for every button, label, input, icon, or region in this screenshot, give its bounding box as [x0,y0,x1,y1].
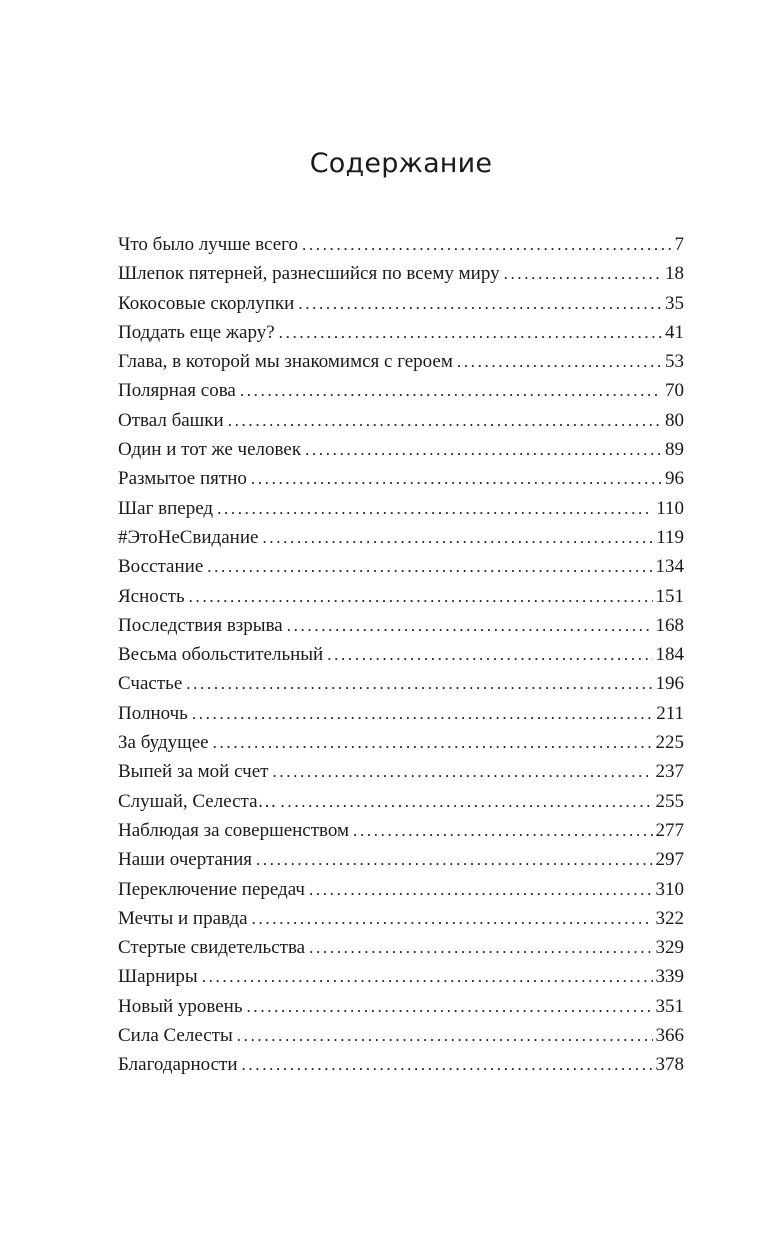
toc-entry[interactable] [118,1021,684,1050]
toc-entry-title: Весьма обольстительный [118,644,324,666]
dot-leader [228,406,662,435]
dot-leader [504,259,662,288]
table-of-contents [118,230,684,1080]
toc-entry[interactable] [118,230,684,259]
dot-leader [327,640,652,669]
toc-entry-title: Счастье [118,673,183,695]
toc-entry[interactable] [118,318,684,347]
toc-entry-page-number: 119 [656,526,684,548]
dot-leader [213,728,653,757]
toc-entry-page-number: 96 [665,468,684,490]
page-title: Содержание [309,148,493,179]
toc-entry-title: Что было лучше всего [118,234,298,255]
toc-entry-title: Шаг вперед [118,497,214,519]
toc-entry-page-number: 297 [655,849,684,871]
toc-entry-page-number: 211 [656,702,684,724]
dot-leader [247,992,653,1021]
toc-entry[interactable] [118,523,684,552]
toc-entry-page-number: 310 [655,878,684,900]
toc-entry-page-number: 184 [655,644,684,666]
toc-entry[interactable] [118,611,684,640]
dot-leader [189,582,653,611]
toc-entry-page-number: 35 [665,292,684,314]
toc-entry[interactable] [118,376,684,405]
dot-leader [281,787,653,816]
toc-entry-page-number: 80 [665,409,684,431]
toc-entry[interactable] [118,816,684,845]
toc-entry[interactable] [118,904,684,933]
toc-entry-page-number: 7 [674,234,684,255]
toc-entry-page-number: 168 [655,614,684,636]
toc-entry-title: Благодарности [118,1054,238,1076]
toc-entry-title: Отвал башки [118,409,224,431]
dot-leader [309,933,652,962]
toc-entry-page-number: 378 [655,1054,684,1076]
dot-leader [353,816,652,845]
toc-entry[interactable] [118,787,684,816]
dot-leader [251,464,662,493]
toc-entry-page-number: 110 [656,497,684,519]
toc-entry-page-number: 41 [665,321,684,343]
toc-entry-page-number: 339 [655,966,684,988]
toc-entry[interactable] [118,289,684,318]
dot-leader [207,552,652,581]
toc-entry[interactable] [118,552,684,581]
dot-leader [262,523,653,552]
dot-leader [279,318,662,347]
toc-entry-title: Шлепок пятерней, разнесшийся по всему миру [118,263,500,285]
toc-entry-page-number: 366 [655,1025,684,1047]
toc-entry-title: Восстание [118,556,204,578]
toc-entry-page-number: 70 [665,380,684,402]
toc-entry[interactable] [118,875,684,904]
toc-entry-title: Переключение передач [118,878,305,900]
dot-leader [242,1050,653,1079]
toc-entry-title: Ясность [118,585,185,607]
toc-entry-page-number: 134 [655,556,684,578]
toc-entry-title: Полярная сова [118,380,236,402]
toc-entry[interactable] [118,347,684,376]
toc-entry-title: Слушай, Селеста… [118,790,277,812]
toc-entry-title: Кокосовые скорлупки [118,292,295,314]
toc-entry-page-number: 255 [655,790,684,812]
toc-entry[interactable] [118,962,684,991]
dot-leader [217,494,653,523]
toc-entry-page-number: 277 [655,819,684,841]
dot-leader [302,230,672,259]
dot-leader [256,845,653,874]
dot-leader [186,669,652,698]
dot-leader [192,699,653,728]
toc-entry-title: Новый уровень [118,995,243,1017]
toc-entry-page-number: 18 [665,263,684,285]
dot-leader [309,875,653,904]
toc-entry[interactable] [118,845,684,874]
toc-entry-page-number: 322 [655,907,684,929]
toc-entry[interactable] [118,435,684,464]
toc-entry[interactable] [118,728,684,757]
toc-entry[interactable] [118,757,684,786]
toc-entry-title: Один и тот же человек [118,439,302,461]
dot-leader [202,962,653,991]
dot-leader [457,347,662,376]
toc-entry-title: Выпей за мой счет [118,761,269,783]
toc-entry[interactable] [118,582,684,611]
toc-entry-page-number: 237 [655,761,684,783]
toc-entry-page-number: 89 [665,439,684,461]
toc-entry[interactable] [118,699,684,728]
dot-leader [287,611,653,640]
toc-entry-title: Сила Селесты [118,1025,233,1047]
toc-entry-title: Шарниры [118,966,198,988]
toc-entry[interactable] [118,259,684,288]
toc-entry-title: Размытое пятно [118,468,247,490]
dot-leader [298,289,662,318]
toc-entry-title: Полночь [118,702,188,724]
dot-leader [252,904,653,933]
toc-entry-title: #ЭтоНеСвидание [118,526,259,548]
toc-entry-page-number: 225 [655,732,684,754]
toc-entry[interactable] [118,992,684,1021]
dot-leader [237,1021,653,1050]
toc-entry[interactable] [118,406,684,435]
toc-entry[interactable] [118,464,684,493]
toc-entry-title: Наблюдая за совершенством [118,819,350,841]
toc-entry-page-number: 53 [665,351,684,373]
dot-leader [272,757,652,786]
toc-entry-title: Глава, в которой мы знакомимся с героем [118,351,453,373]
dot-leader [240,376,662,405]
toc-entry-title: Стертые свидетельства [118,937,306,959]
toc-entry-page-number: 351 [655,995,684,1017]
toc-entry-title: Поддать еще жару? [118,321,275,343]
toc-entry-title: Наши очертания [118,849,252,871]
toc-entry-title: За будущее [118,732,209,754]
toc-entry-title: Мечты и правда [118,907,248,929]
toc-entry[interactable] [118,669,684,698]
dot-leader [305,435,662,464]
toc-entry-title: Последствия взрыва [118,614,283,636]
toc-entry-page-number: 329 [655,937,684,959]
toc-entry[interactable] [118,1050,684,1079]
toc-entry[interactable] [118,494,684,523]
toc-entry-page-number: 196 [655,673,684,695]
toc-entry-page-number: 151 [655,585,684,607]
toc-entry[interactable] [118,933,684,962]
toc-entry[interactable] [118,640,684,669]
